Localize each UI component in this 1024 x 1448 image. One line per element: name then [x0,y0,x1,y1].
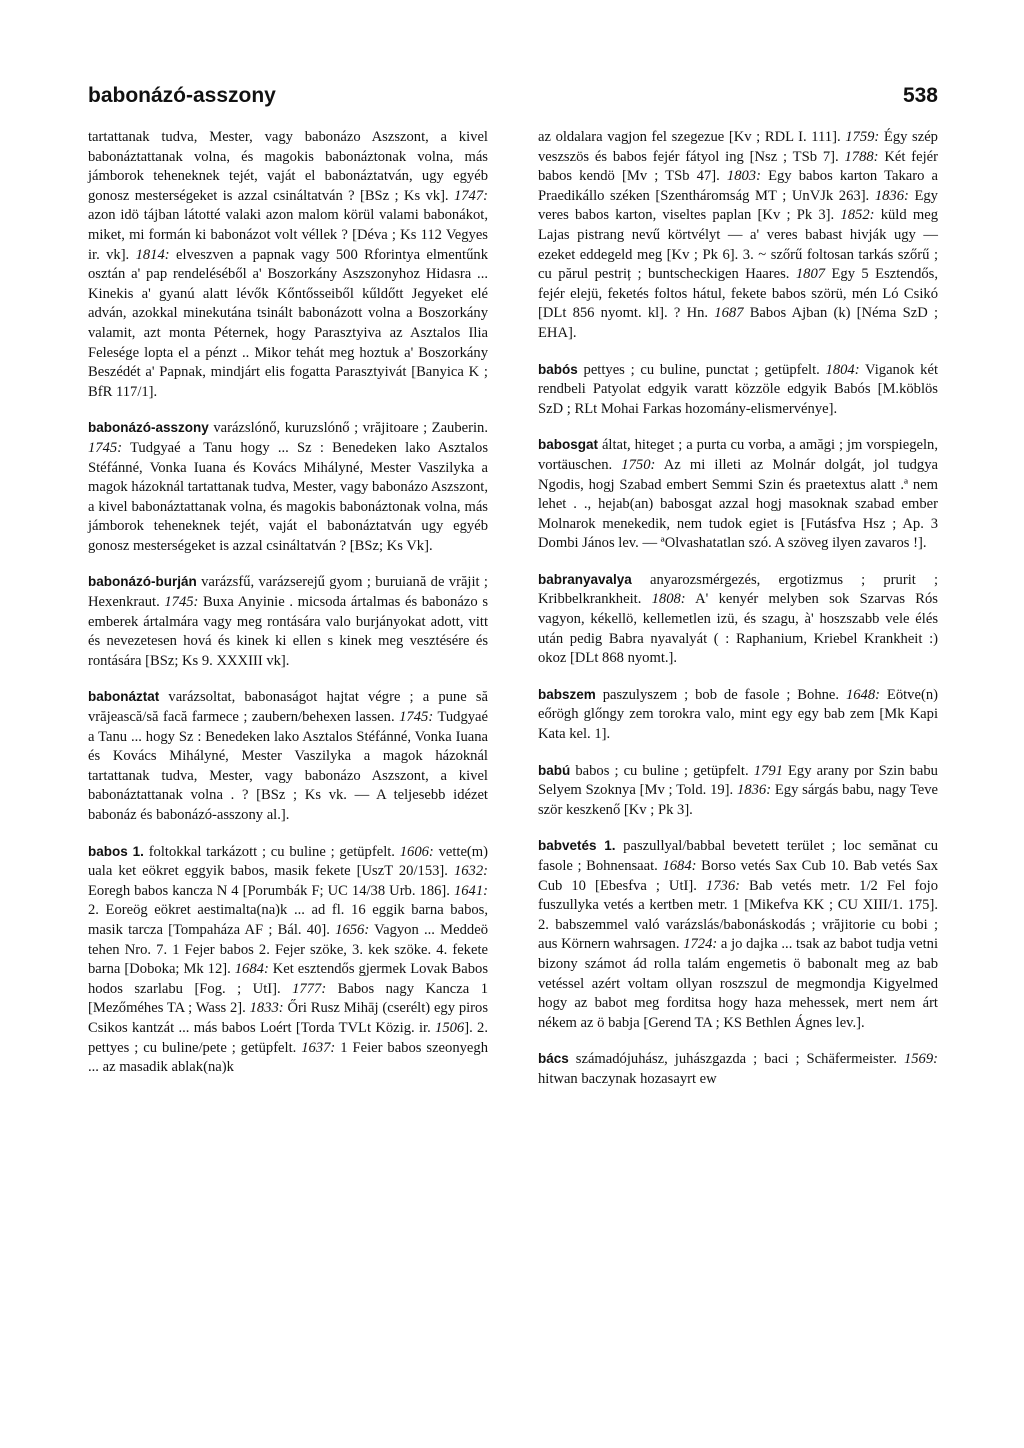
entry-headword: babranyavalya [538,571,632,587]
entry-text [538,128,938,344]
right-column [538,128,938,1408]
entry-text [88,418,488,556]
left-column [88,128,488,1408]
entry-headword: babszem [538,686,596,702]
entry-text [538,1049,938,1089]
entry-headword: babosgat [538,437,599,453]
dictionary-entry [538,685,938,745]
entry-text [88,572,488,671]
entry-text [88,687,488,825]
entry-definition: paszullyal/babbal bevetett terület ; loc semănat cu fasole ; Bohnensaat. 1684: Borso vetés Sax Cub 10. Bab vetés Sax Cub 10 [Ebesfva ; UtI]. 1736: Bab vetés metr. 1/2 Fel fojo fuszullyka vetés a kertben metr. 1 [Mikefva KK ; CU XIII/1. 175]. 2. babszemmel való varázslás/babonáskodás ; vrăjitorie cu bobi ; aus Körnern wahrsagen. 1724: a jo dajka ... tsak az babot tudja vetni bizony számot ád rolla talám engemetis ö babonalt meg az bab vetéssel azért voltam ollyan roszszul de megmondja Kigyelmed hogy az babot meg forditsa hogy haza mehessek, mert nem árt nékem az ö babja [Gerend TA ; KS Bethlen Ágnes lev.]. [538,838,939,1031]
entry-definition: áltat, hiteget ; a purta cu vorba, a amăgi ; jm vorspiegeln, vortäuschen. 1750: Az mi illeti az Molnár dolgát, jol tudgya Ngodis, hogj Szabad embert Semmi Szin és praetextus alatt .ª nem lehet . ., hejab(an) babosgat azzal hogj masoknak szabad ember Molnarok menekedik, nem tudok egiet is [Futásfva Hsz ; Ap. 3 Dombi János lev. — ªOlvashatatlan szó. A szöveg ilyen zavaros !]. [538,437,938,552]
entry-text [538,360,938,420]
entry-definition: paszulyszem ; bob de fasole ; Bohne. 1648: Eötve(n) eőrögh glőngy zem torokra valo, mint egy egy bab zem [Mk Kapi Kata kel. 1]. [538,686,938,743]
dictionary-entry [88,418,488,556]
entry-text [538,435,938,554]
dictionary-entry [88,687,488,825]
entry-definition: anyarozsmérgezés, ergotizmus ; prurit ; Kribbelkrankheit. 1808: A' kenyér melyben sok Szarvas Rós vagyon, kékellö, kellemetlen izü, és szagu, à' hoszszabb vele élés után pedig Babra nyavalyát ( : Raphanium, Kriebel Krankheit :) okoz [DLt 868 nyomt.]. [538,571,938,667]
entry-text [538,685,938,745]
entry-text [88,842,488,1078]
entry-headword: babonázó-burján [88,574,197,590]
entry-definition: számadójuhász, juhászgazda ; baci ; Schäfermeister. 1569: hitwan baczynak hozasayrt ew [538,1051,938,1087]
entry-headword: babonáztat [88,689,160,705]
entry-definition: az oldalara vagjon fel szegezue [Kv ; RDL I. 111]. 1759: Égy szép veszszös és babos fejér fátyol ing [Nsz ; TSb 7]. 1788: Két fejér babos kendö [Mv ; TSb 47]. 1803: Egy babos karton Takaro a Praedikállo széken [Szentháromság MT ; UnVJk 263]. 1836: Egy veres babos karton, viseltes paplan [Kv ; Pk 3]. 1852: küld meg Lajas pistrang nevű körtvélyt — a' veres babast hivják ugy — ezeket eddegeld meg [Kv ; Pk 6]. 3. ~ szőrű foltosan tarkás szőrű ; cu părul pestriț ; buntscheckigen Haares. 1807 Egy 5 Esztendős, fejér elejü, feketés foltos hátul, fekete babos szörü, mén Ló Csikó [DLt 856 nyomt. kl]. ? Hn. 1687 Babos Ajban (k) [Néma SzD ; EHA]. [538,129,939,341]
entry-text [538,761,938,821]
entry-definition: varázsoltat, babonaságot hajtat végre ; a pune să vrăjească/să facă farmece ; zaubern/behexen lassen. 1745: Tudgyaé a Tanu ... hogy Sz : Benedeken lako Asztalos Stéfánné, Vonka Iuana és Kovács Mihályné, Mester Vaszilyka a magok házoknál tartattanak tudva, Mester, vagy babonázo Aszszont, a kivel babonáztattanak volna . ? [BSz ; Ks vk. — A teljesebb idézet babonáz és babonázó-asszony al.]. [88,689,488,823]
entry-definition: foltokkal tarkázott ; cu buline ; getüpfelt. 1606: vette(m) uala ket eökret eggyik babos, masik fekete [UszT 20/153]. 1632: Eoregh babos kancza N 4 [Porumbák F; UC 14/38 Urb. 186]. 1641: 2. Eoreög eökret aestimalta(na)k ... ad fl. 16 eggik barna babos, masik tarcza [Tompaháza AF ; Bál. 40]. 1656: Vagyon ... Meddeö tehen Nro. 7. 1 Fejer babos 2. Fejer szöke, 3. kek szöke. 4. fekete barna [Doboka; Mk 12]. 1684: Ket esztendős gjermek Lovak Babos hodos szarlabu [Fog. ; UtI]. 1777: Babos nagy Kancza 1 [Mezőméhes TA ; Wass 2]. 1833: Őri Rusz Mihāj (cserélt) egy piros Csikos kantzát ... más babos Loért [Torda TVLt Közig. ir. 1506]. 2. pettyes ; cu buline/pete ; getüpfelt. 1637: 1 Feier babos szeonyegh ... az masadik ablak(na)k [88,843,489,1076]
entry-headword: babos 1. [88,843,144,859]
dictionary-entry [88,572,488,671]
dictionary-entry [538,128,938,344]
entry-headword: babonázó-asszony [88,420,209,436]
entry-definition: varázsfű, varázserejű gyom ; buruiană de vrăjit ; Hexenkraut. 1745: Buxa Anyinie . micsoda ártalmas és babonázo s emberek ártalmára vagy meg rontására valo burjányokat adott, vitt és nevezetesen hová és kinek ki ellen s kinek meg vesztésére és rontására [BSz; Ks 9. XXXIII vk]. [88,574,488,669]
dictionary-entry [88,128,488,402]
entry-definition: babos ; cu buline ; getüpfelt. 1791 Egy arany por Szin babu Selyem Szoknya [Mv ; Told. 19]. 1836: Egy sárgás babu, nagy Teve ször keszkenő [Kv ; Pk 3]. [538,762,938,818]
dictionary-entry [538,1049,938,1089]
dictionary-entry [538,360,938,420]
dictionary-entry [538,761,938,821]
running-head [88,84,938,114]
entry-definition: pettyes ; cu buline, punctat ; getüpfelt. 1804: Viganok két rendbeli Patyolat edgyik varatt közzöle edgyik Babós [M.köblös SzD ; RLt Mohai Farkas hozomány-elismervénye]. [538,361,939,417]
entry-text [88,128,488,402]
entry-headword: babú [538,762,571,778]
dictionary-entry [538,836,938,1033]
entry-definition: tartattanak tudva, Mester, vagy babonázo Aszszont, a kivel babonáztattanak volna, és magokis babonáztonak volna, más jámborok teheneknek tejét, vaját el babonáztatván, ugy egyéb gonosz mesterségeket is azzal csináltatván ? [BSz ; Ks vk]. 1747: azon idö tájban látotté valaki azon malom körül valami babonákot, miket, mi formán ki babonázot volt véllek ? [Déva ; Ks 112 Vegyes ir. vk]. 1814: elveszven a papnak vagy 500 Rforintya elmentűnk osztán a' pap rendeléséből a' Boszorkány Aszszonyhoz Hidasra ... Kinekis a' gyanú alatt lévők Kőntősseiből kűldőtt Jegyeket elé adván, azokkal minekutána tsinált babonázott volna a Boszorkány valamit, azt monta Péternek, hogy Parasztyiva az Asztalos Ilia Felesége lopta el a pénzt .. Mikor tehát meg hoztuk a' Boszorkány Beszédét a' Papnak, mindjárt elis fogatta Parasztyivát [Banyica K ; BfR 117/1]. [88,129,488,400]
entry-headword: babvetés 1. [538,838,616,854]
running-head-word: babonázó-asszony [88,84,276,107]
dictionary-entry [88,842,488,1078]
two-column-body [88,128,938,1408]
page-number: 538 [902,84,938,107]
entry-headword: babós [538,361,578,377]
entry-definition: varázslónő, kuruzslónő ; vrăjitoare ; Zauberin. 1745: Tudgyaé a Tanu hogy ... Sz : Benedeken lako Asztalos Stéfánné, Vonka Iuana és Kovács Mihályné, Mester Vaszilyka a magok házoknál tartattanak tudva, Mester, vagy babonázo Aszszont, a kivel babonáztattanak volna, és magokis babonáztonak volna, más jámborok teheneknek tejét, vaját el babonáztatván ugy egyéb gonosz mesterségeket is azzal csináltatván ? [BSz; Ks Vk]. [88,420,488,554]
entry-text [538,836,938,1033]
dictionary-entry [538,435,938,554]
dictionary-entry [538,570,938,669]
entry-text [538,570,938,669]
entry-headword: bács [538,1051,569,1067]
